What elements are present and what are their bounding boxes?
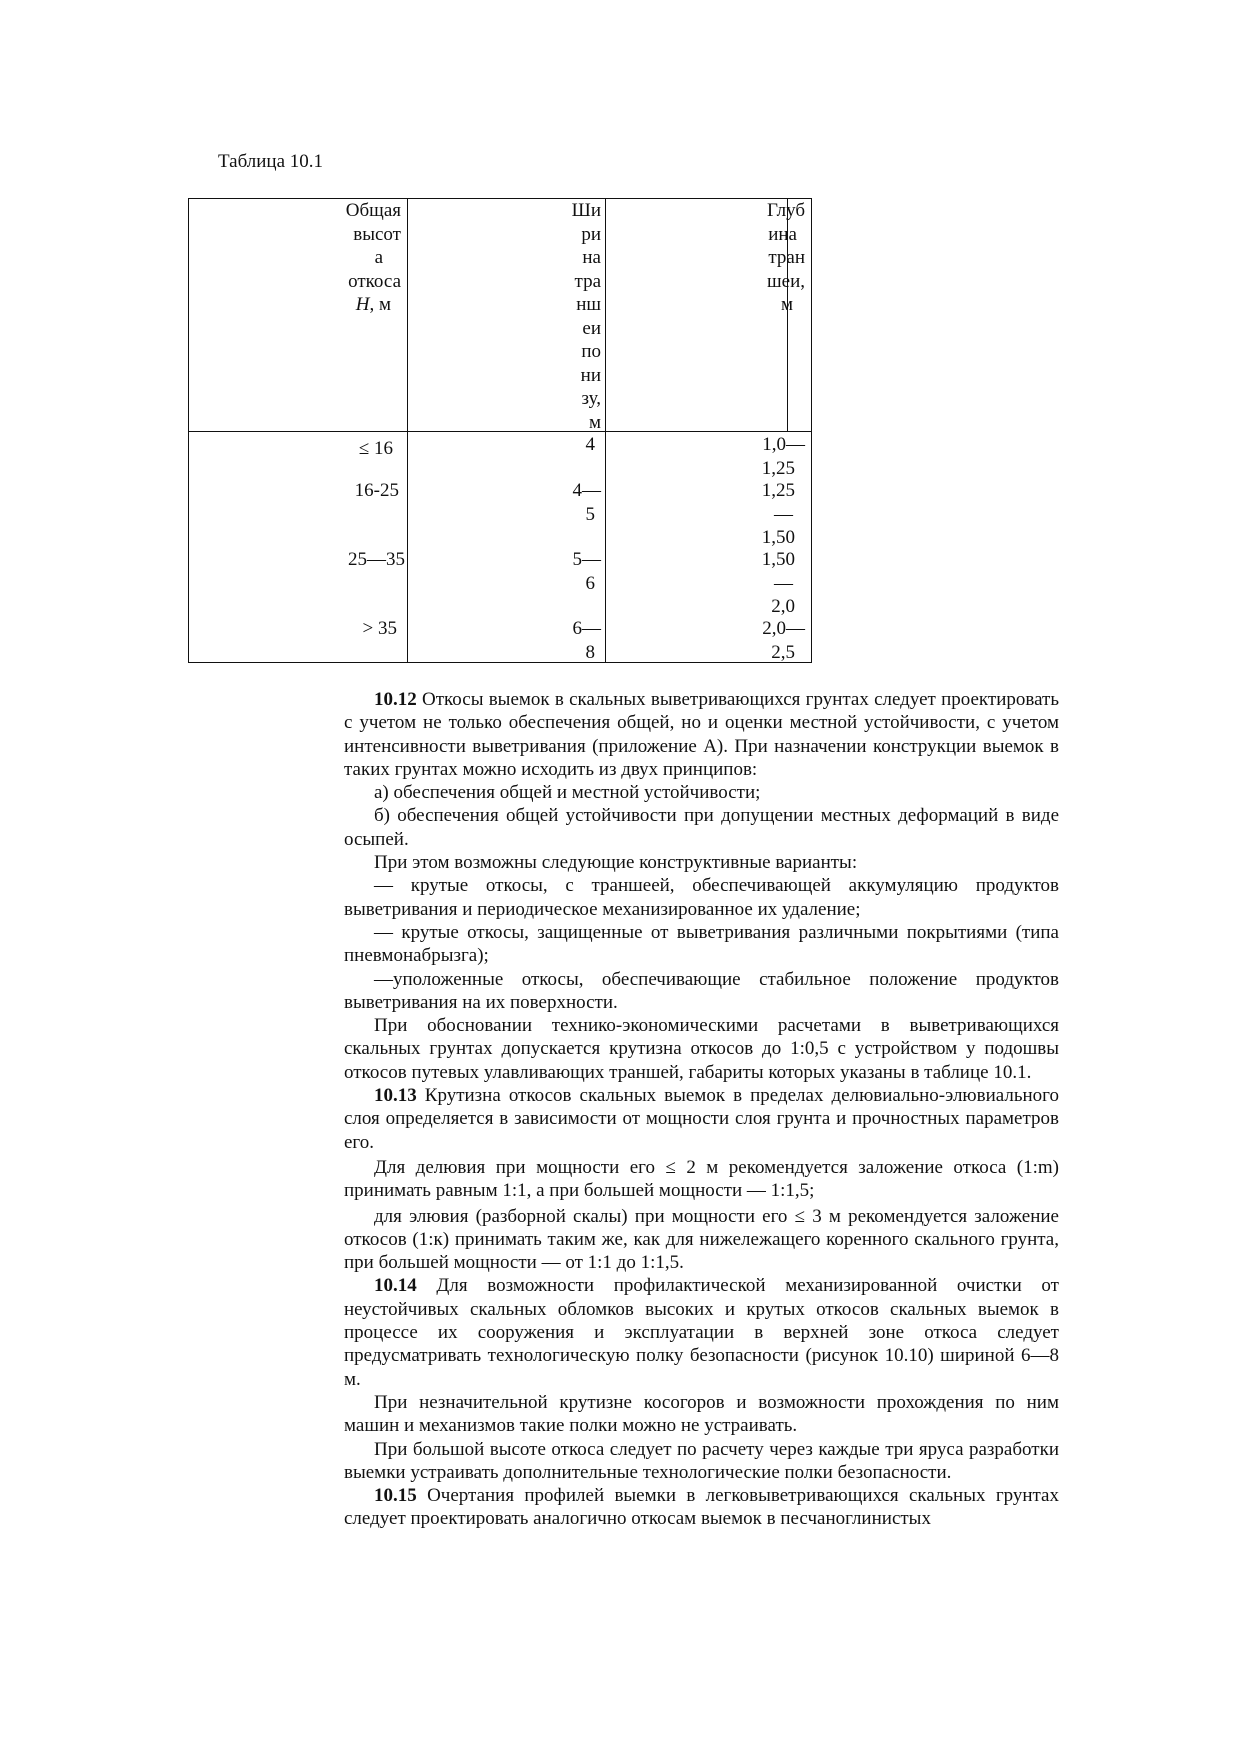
- table-caption: Таблица 10.1: [218, 151, 324, 172]
- cell-text: 2,0—: [762, 618, 805, 639]
- paragraph-text: — крутые откосы, защищенные от выветривания различными покрытиями (типа пневмонабрызга);: [344, 921, 1059, 967]
- cell-text: 4—: [572, 480, 601, 501]
- cell-text: 1,0—: [762, 434, 805, 455]
- paragraph: [344, 1156, 1059, 1203]
- cell-text: 1,25: [761, 480, 795, 501]
- header-text: зу,: [581, 388, 601, 409]
- header-text: еи: [582, 317, 601, 339]
- cell-text: 4: [585, 434, 595, 455]
- cell-text: 8: [585, 641, 595, 663]
- header-text: а: [374, 247, 383, 268]
- header-text: м: [588, 411, 601, 433]
- header-text: тран: [768, 247, 805, 268]
- paragraph: [344, 781, 1059, 804]
- paragraph-text: б) обеспечения общей устойчивости при допущении местных деформаций в виде осыпей.: [344, 805, 1059, 850]
- cell-text: 2,0: [771, 596, 795, 617]
- section-number: 10.14: [374, 1275, 417, 1297]
- paragraph: [344, 688, 1059, 781]
- cell-text: 6: [585, 572, 595, 594]
- paragraph-text: При незначительной крутизне косогоров и возможности прохождения по ним машин и механизмов такие полки можно не устраивать.: [344, 1391, 1059, 1437]
- header-text: м: [780, 294, 793, 315]
- paragraph-text: — крутые откосы, с траншеей, обеспечивающей аккумуляцию продуктов выветривания и периодическое механизированное их удаление;: [344, 875, 1059, 920]
- paragraph-text: Крутизна откосов скальных выемок в пределах делювиально-элювиального слоя определяется в зависимости от мощности слоя грунта и прочностных параметров его.: [344, 1085, 1059, 1153]
- cell-depth: [609, 433, 805, 480]
- paragraph: [344, 1274, 1059, 1390]
- cell-width: [411, 479, 601, 526]
- paragraph: [344, 968, 1059, 1015]
- paragraph-text: —уположенные откосы, обеспечивающие стабильное положение продуктов выветривания на их поверхности.: [344, 968, 1059, 1013]
- paragraph: [344, 1438, 1059, 1485]
- column-divider: [407, 199, 408, 251]
- header-text: ри: [581, 223, 601, 245]
- header-text: тра: [574, 270, 601, 292]
- cell-text: 6—: [572, 618, 601, 639]
- cell-text: —: [774, 503, 793, 525]
- cell-text: 2,5: [771, 641, 795, 663]
- paragraph: [344, 1391, 1059, 1438]
- cell-width: [411, 617, 601, 664]
- header-text: ина: [768, 223, 797, 245]
- paragraph: [344, 874, 1059, 921]
- cell-depth: [609, 617, 805, 664]
- paragraph: [344, 1484, 1059, 1531]
- paragraph-text: Для делювия при мощности его ≤ 2 м рекомендуется заложение откоса (1:m) принимать равным 1:1, а при большей мощности — 1:1,5;: [344, 1156, 1059, 1202]
- header-depth: [609, 199, 805, 317]
- header-text: по: [581, 341, 601, 362]
- cell-height: 25—35: [348, 549, 405, 570]
- column-divider: [407, 251, 408, 662]
- header-width: [411, 199, 601, 434]
- header-text: высот: [353, 223, 401, 245]
- paragraph: [344, 1205, 1059, 1275]
- paragraph: [344, 921, 1059, 968]
- header-height: [189, 199, 401, 317]
- cell-text: 1,50: [761, 549, 795, 570]
- cell-text: 1,50: [761, 527, 795, 548]
- paragraph-text: для элювия (разборной скалы) при мощности его ≤ 3 м рекомендуется заложение откосов (1:к) принимать таким же, как для нижележащего коренного скального грунта, при большей мощности — от 1:1 до 1:1,5.: [344, 1205, 1059, 1274]
- data-table: [188, 198, 812, 663]
- header-text: шеи,: [767, 270, 805, 292]
- paragraph: [344, 851, 1059, 874]
- paragraph-text: Очертания профилей выемки в легковыветривающихся скальных грунтах следует проектировать аналогично откосам выемок в песчаноглинистых: [344, 1485, 1059, 1530]
- paragraph-text: Откосы выемок в скальных выветривающихся грунтах следует проектировать с учетом не только обеспечения общей, но и оценки местной устойчивости, с учетом интенсивности выветривания (приложение А). При назначении конструкции выемок в таких грунтах можно исходить из двух принципов:: [344, 689, 1059, 780]
- cell-text: —: [774, 572, 793, 594]
- cell-depth: [609, 548, 805, 619]
- header-text: Общая: [345, 200, 401, 221]
- cell-text: 1,25: [761, 457, 795, 479]
- paragraph: [344, 804, 1059, 851]
- header-text: на: [582, 247, 601, 268]
- paragraph: [344, 1014, 1059, 1084]
- paragraph-text: При этом возможны следующие конструктивные варианты:: [374, 852, 858, 874]
- cell-height: > 35: [362, 618, 397, 639]
- paragraph-text: При большой высоте откоса следует по расчету через каждые три яруса разработки выемки устраивать дополнительные технологические полки безопасности.: [344, 1438, 1059, 1483]
- header-text: H, м: [355, 294, 391, 315]
- header-text: Глуб: [767, 200, 805, 221]
- section-number: 10.12: [374, 689, 417, 710]
- cell-height: ≤ 16: [358, 438, 393, 459]
- paragraph-text: а) обеспечения общей и местной устойчивости;: [374, 782, 761, 804]
- paragraph-text: Для возможности профилактической механизированной очистки от неустойчивых скальных обломков высоких и крутых откосов скальных выемок в процессе их сооружения и эксплуатации в верхней зоне откоса следует предусматривать технологическую полку безопасности (рисунок 10.10) шириной 6—8 м.: [344, 1275, 1059, 1390]
- cell-text: 5—: [572, 549, 601, 570]
- cell-height: 16-25: [354, 480, 399, 501]
- paragraph: [344, 1084, 1059, 1154]
- header-text: ни: [580, 364, 601, 386]
- section-number: 10.13: [374, 1085, 417, 1107]
- cell-text: 5: [585, 503, 595, 525]
- header-text: Ши: [571, 200, 601, 221]
- cell-width: [411, 548, 601, 595]
- body-text: [344, 688, 1059, 1531]
- cell-width: [411, 433, 601, 457]
- paragraph-text: При обосновании технико-экономическими расчетами в выветривающихся скальных грунтах допускается крутизна откосов до 1:0,5 с устройством у подошвы откосов путевых улавливающих траншей, габариты которых указаны в таблице 10.1.: [344, 1015, 1059, 1083]
- header-text: откоса: [348, 270, 401, 292]
- header-text: нш: [576, 294, 601, 315]
- cell-depth: [609, 479, 805, 550]
- section-number: 10.15: [374, 1485, 417, 1507]
